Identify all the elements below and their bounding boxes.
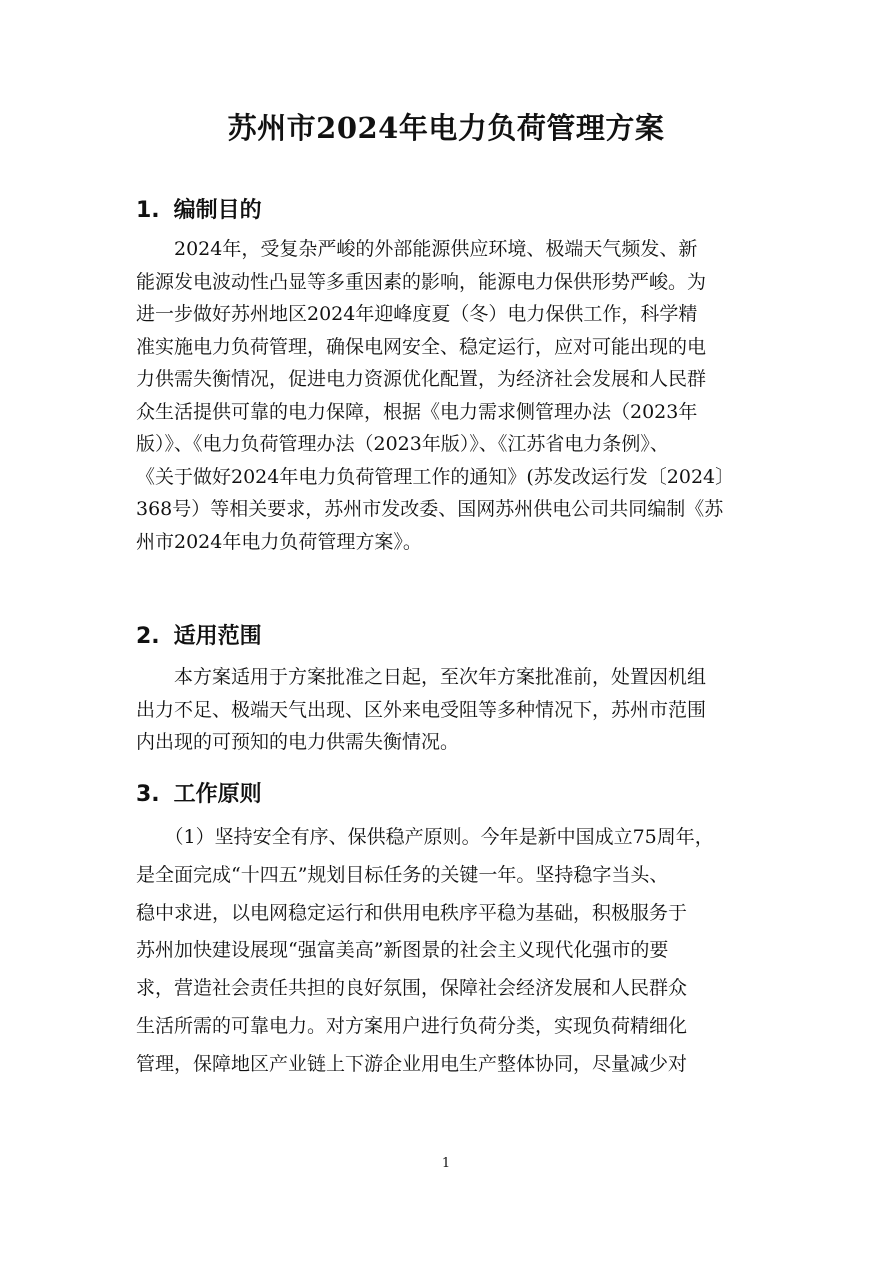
text-line: 是全面完成“十四五”规划目标任务的关键一年。坚持稳字当头、 xyxy=(136,863,669,886)
section-number: 2. xyxy=(136,624,160,649)
text-line: 版）》、《电力负荷管理办法（2023年版）》、《江苏省电力条例》、 xyxy=(136,433,669,455)
text-line: 进一步做好苏州地区2024年迎峰度夏（冬）电力保供工作，科学精 xyxy=(136,303,698,325)
text-line: 众生活提供可靠的电力保障，根据《电力需求侧管理办法（2023年 xyxy=(136,400,698,423)
page-number: 1 xyxy=(441,1156,451,1171)
text-line: 2024年，受复杂严峻的外部能源供应环境、极端天气频发、新 xyxy=(136,238,698,260)
text-line: 准实施电力负荷管理，确保电网安全、稳定运行，应对可能出现的电 xyxy=(136,335,707,358)
text-line: 苏州加快建设展现“强富美高”新图景的社会主义现代化强市的要 xyxy=(136,939,669,962)
paragraph-purpose xyxy=(136,233,760,558)
section-number: 1. xyxy=(136,198,160,223)
text-line: 能源发电波动性凸显等多重因素的影响，能源电力保供形势严峻。为 xyxy=(136,270,707,293)
text-line: 本方案适用于方案批准之日起，至次年方案批准前，处置因机组 xyxy=(136,666,707,688)
section-heading-scope xyxy=(136,622,262,652)
section-heading-principles xyxy=(136,780,262,810)
section-title: 编制目的 xyxy=(173,198,262,223)
text-line: 生活所需的可靠电力。对方案用户进行负荷分类，实现负荷精细化 xyxy=(136,1014,688,1037)
text-line: 《关于做好2024年电力负荷管理工作的通知》(苏发改运行发〔2024〕 xyxy=(136,465,735,488)
text-line: 368号）等相关要求，苏州市发改委、国网苏州供电公司共同编制《苏 xyxy=(136,498,724,520)
text-line: 内出现的可预知的电力供需失衡情况。 xyxy=(136,731,460,753)
text-line: （1）坚持安全有序、保供稳产原则。今年是新中国成立75周年， xyxy=(136,826,714,848)
section-number: 3. xyxy=(136,782,160,807)
document-title: 苏州市2024年电力负荷管理方案 xyxy=(227,111,665,145)
text-line: 求，营造社会责任共担的良好氛围，保障社会经济发展和人民群众 xyxy=(136,977,688,1000)
section-title: 工作原则 xyxy=(173,782,262,807)
text-line: 力供需失衡情况，促进电力资源优化配置，为经济社会发展和人民群 xyxy=(136,368,707,390)
section-heading-purpose xyxy=(136,196,262,226)
text-line: 出力不足、极端天气出现、区外来电受阻等多种情况下，苏州市范围 xyxy=(136,698,707,721)
paragraph-principles xyxy=(136,819,760,1084)
text-line: 稳中求进，以电网稳定运行和供用电秩序平稳为基础，积极服务于 xyxy=(136,901,688,924)
text-line: 州市2024年电力负荷管理方案》。 xyxy=(136,530,422,553)
paragraph-scope xyxy=(136,661,760,759)
text-line: 管理，保障地区产业链上下游企业用电生产整体协同，尽量减少对 xyxy=(136,1052,688,1075)
section-title: 适用范围 xyxy=(173,624,262,649)
